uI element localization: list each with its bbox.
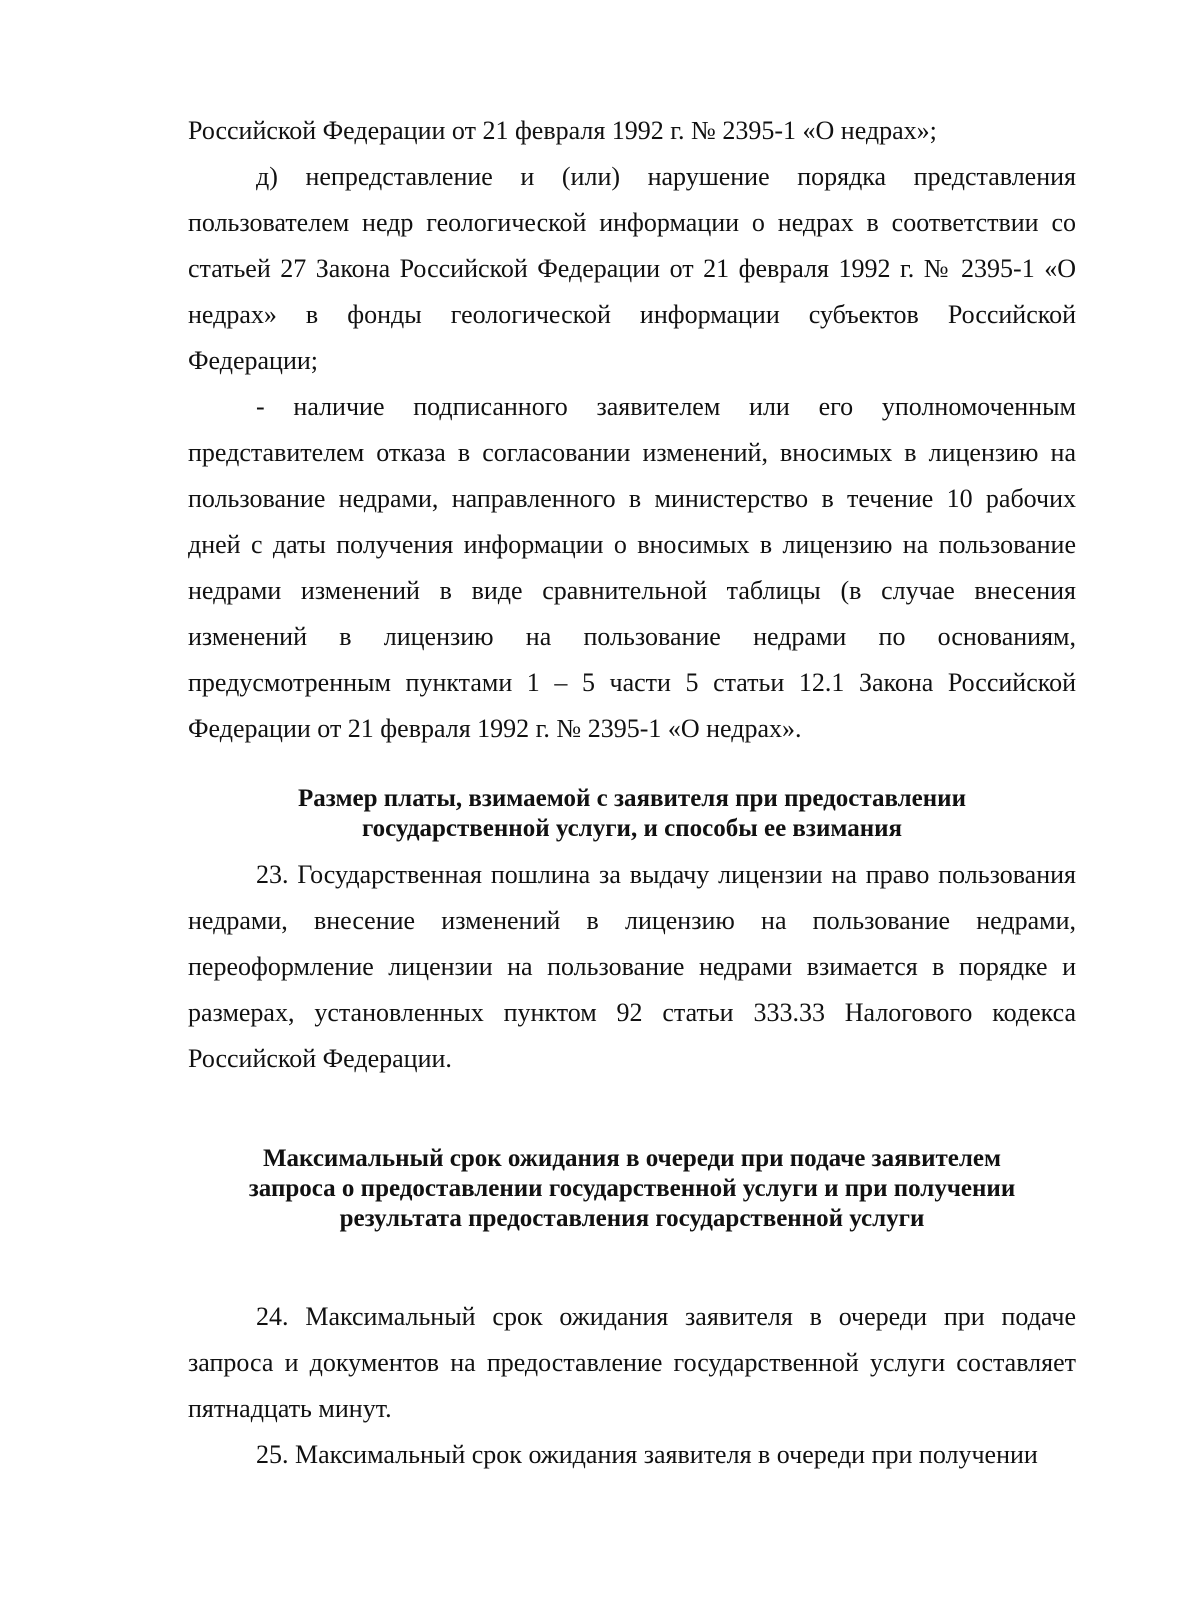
paragraph-23: 23. Государственная пошлина за выдачу лицензии на право пользования недрами, внесение изменений в лицензию на пользование недрами, переоформление лицензии на пользование недрами взимается в порядке и размерах, установленных пунктом 92 статьи 333.33 Налогового кодекса Российской Федерации. — [188, 860, 1076, 1073]
paragraph-refusal-item: - наличие подписанного заявителем или его уполномоченным представителем отказа в согласовании изменений, вносимых в лицензию на пользование недрами, направленного в министерство в течение 10 рабочих дней с даты получения информации о вносимых в лицензию на пользование недрами изменений в виде сравнительной таблицы (в случае внесения изменений в лицензию на пользование недрами по основаниям, предусмотренным пунктами 1 – 5 части 5 статьи 12.1 Закона Российской Федерации от 21 февраля 1992 г. № 2395-1 «О недрах». — [188, 392, 1076, 743]
heading-queue-line3: результата предоставления государственной услуги — [339, 1205, 925, 1232]
document-body — [188, 108, 1076, 1478]
paragraph-25: 25. Максимальный срок ожидания заявителя в очереди при получении — [256, 1440, 1038, 1469]
paragraph-24: 24. Максимальный срок ожидания заявителя в очереди при подаче запроса и документов на предоставление государственной услуги составляет пятнадцать минут. — [188, 1302, 1076, 1423]
heading-queue — [188, 1144, 1076, 1234]
heading-queue-line1: Максимальный срок ожидания в очереди при подаче заявителем — [262, 1145, 1002, 1172]
heading-queue-line2: запроса о предоставлении государственной услуги и при получении — [248, 1175, 1016, 1202]
heading-fee-line2: государственной услуги, и способы ее взимания — [361, 815, 903, 842]
paragraph-item-d: д) непредставление и (или) нарушение порядка представления пользователем недр геологической информации о недрах в соответствии со статьей 27 Закона Российской Федерации от 21 февраля 1992 г. № 2395-1 «О недрах» в фонды геологической информации субъектов Российской Федерации; — [188, 162, 1076, 375]
heading-fee — [188, 784, 1076, 844]
heading-fee-line1: Размер платы, взимаемой с заявителя при предоставлении — [298, 785, 966, 812]
paragraph-continuation: Российской Федерации от 21 февраля 1992 г. № 2395-1 «О недрах»; — [188, 116, 937, 145]
